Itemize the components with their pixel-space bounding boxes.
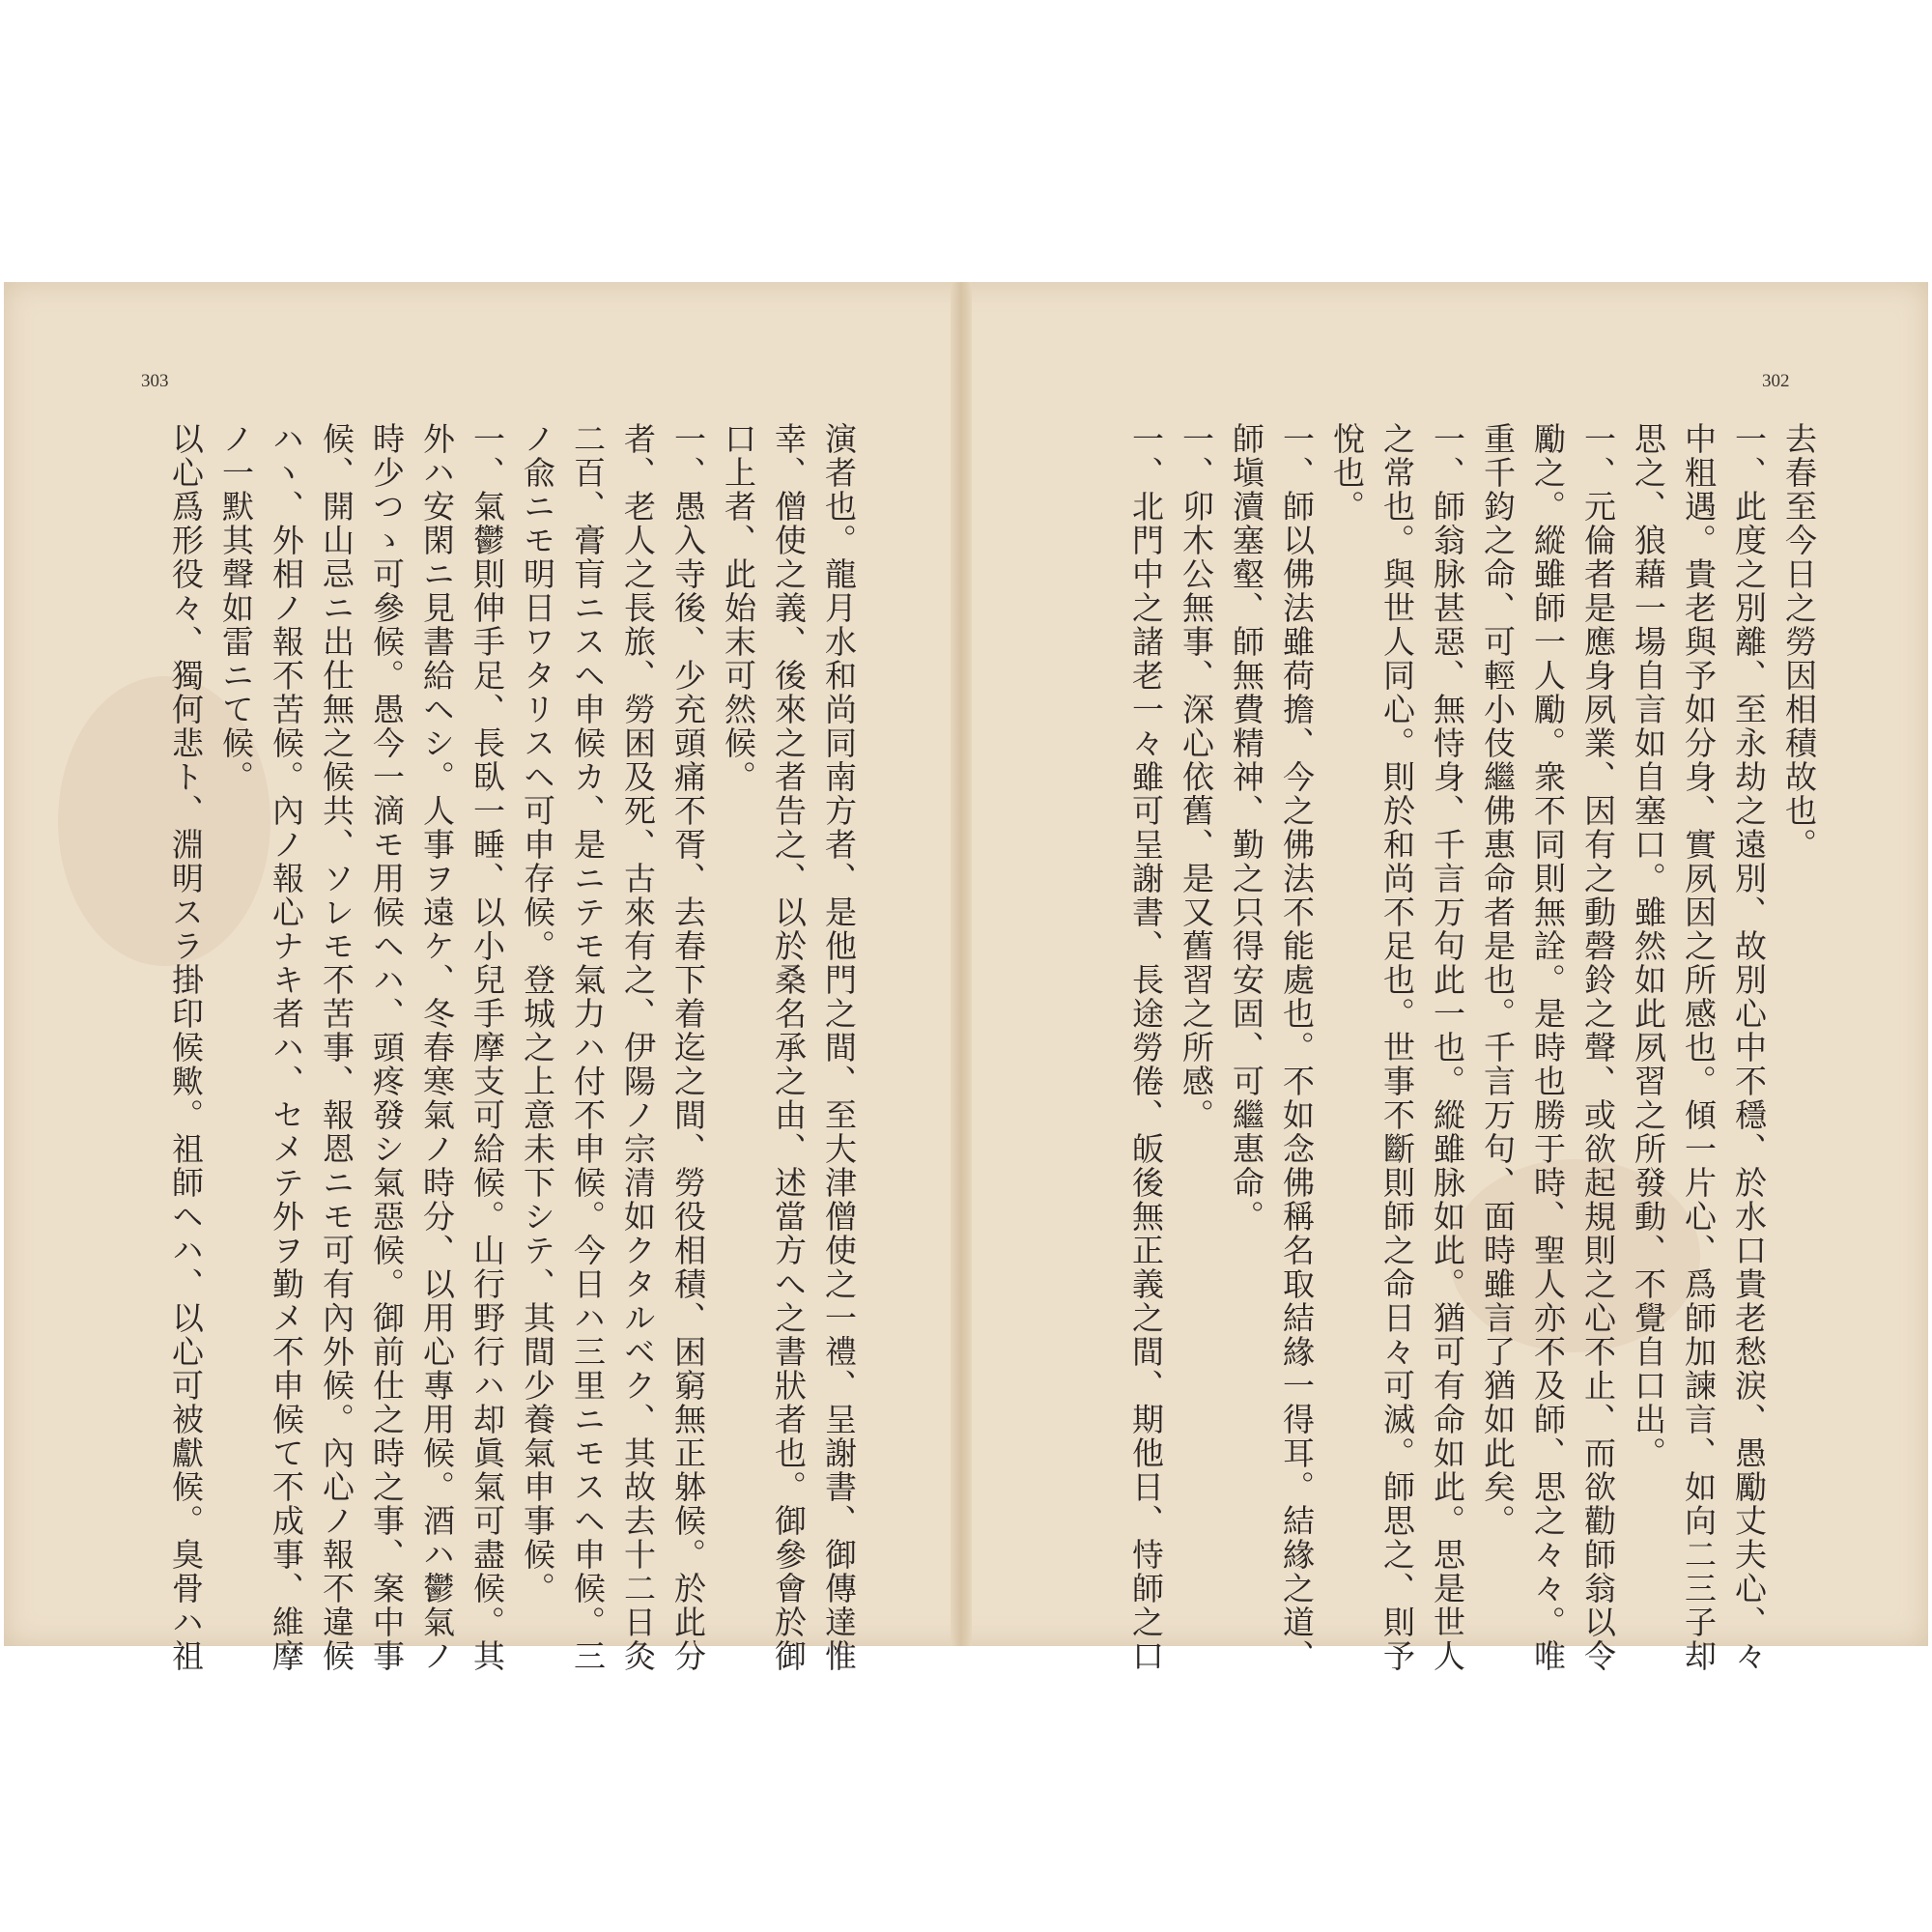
text-line: 去春至今日之勞因相積故也。: [1780, 422, 1818, 862]
text-line: 演者也。龍月水和尚同南方者、是他門之間、至大津僧使之一禮、呈謝書、御傳達惟: [820, 422, 858, 1673]
text-line: 一、氣鬱則伸手足、長臥一睡、以小兒手摩支可給候。山行野行ハ却眞氣可盡候。其: [469, 422, 506, 1673]
text-line: 思之、狼藉一場自言如自塞口。雖然如此夙習之所發動、不覺自口出。: [1630, 422, 1667, 1470]
text-line: 以心爲形役々、獨何悲ト、淵明スラ掛印候歟。祖師ヘハ、以心可被獻候。臭骨ハ祖: [167, 422, 205, 1673]
text-line: 師塡瀆塞壑、師無費精神、勤之只得安固、可繼惠命。: [1228, 422, 1265, 1234]
text-line: 一、此度之別離、至永劫之遠別、故別心中不穩、於水口貴老愁涙、愚勵丈夫心、々: [1730, 422, 1768, 1673]
text-line: ハヽ、外相ノ報不苦候。內ノ報心ナキ者ハ、セメテ外ヲ勤メ不申候て不成事、維摩: [268, 422, 305, 1673]
right-page-text: [1084, 422, 1824, 1673]
text-line: 之常也。與世人同心。則於和尚不足也。世事不斷則師之命日々可滅。師思之、則予: [1378, 422, 1416, 1673]
text-line: 二百、膏肓ニスヘ申候カ、是ニテモ氣力ハ付不申候。今日ハ三里ニモスヘ申候。三: [569, 422, 607, 1673]
text-line: ノ兪ニモ明日ワタリスヘ可申存候。登城之上意未下シテ、其間少養氣申事候。: [519, 422, 556, 1605]
right-page-number: 302: [1762, 371, 1790, 391]
text-line: 重千鈞之命、可輕小伎繼佛惠命者是也。千言万句、面時雖言了猶如此矣。: [1479, 422, 1517, 1538]
book-gutter: [951, 282, 972, 1646]
text-line: 一、師翁脉甚惡、無恃身、千言万句此一也。縱雖脉如此。猶可有命如此。思是世人: [1429, 422, 1466, 1673]
text-line: 一、愚入寺後、少充頭痛不胥、去春下着迄之間、勞役相積、困窮無正躰候。於此分: [669, 422, 707, 1673]
text-line: 候、開山忌ニ出仕無之候共、ソレモ不苦事、報恩ニモ可有內外候。內心ノ報不違候: [318, 422, 355, 1673]
text-line: 者、老人之長旅、勞困及死、古來有之、伊陽ノ宗清如クタルベク、其故去十二日灸: [619, 422, 657, 1673]
text-line: 口上者、此始末可然候。: [720, 422, 757, 794]
text-line: 幸、僧使之義、後來之者告之、以於桑名承之由、述當方へ之書狀者也。御參會於御: [770, 422, 808, 1673]
text-line: 中粗遇。貴老與予如分身、實夙因之所感也。傾一片心、爲師加諫言、如向二三子却: [1680, 422, 1718, 1673]
text-line: 悅也。: [1328, 422, 1366, 524]
text-line: 勵之。縱雖師一人勵。衆不同則無詮。是時也勝于時、聖人亦不及師、思之々々。唯: [1529, 422, 1567, 1673]
text-line: 時少つゝ可參候。愚今一滴モ用候ヘハ、頭疼發シ氣惡候。御前仕之時之事、案中事: [368, 422, 406, 1673]
right-page: [972, 282, 1928, 1673]
text-line: ノ一默其聲如雷ニて候。: [217, 422, 255, 794]
text-line: 一、師以佛法雖荷擔、今之佛法不能處也。不如念佛稱名取結緣一得耳。結緣之道、: [1278, 422, 1316, 1673]
left-page-number: 303: [141, 371, 169, 391]
left-page-text: [137, 422, 864, 1673]
text-line: 外ハ安閑ニ見書給ヘシ。人事ヲ遠ケ、冬春寒氣ノ時分、以用心專用候。酒ハ鬱氣ノ: [418, 422, 456, 1673]
left-page: [4, 282, 951, 1673]
text-line: 一、北門中之諸老一々雖可呈謝書、長途勞倦、皈後無正義之間、期他日、恃師之口: [1127, 422, 1165, 1673]
text-line: 一、卯木公無事、深心依舊、是又舊習之所感。: [1178, 422, 1215, 1132]
text-line: 一、元倫者是應身夙業、因有之動磬鈴之聲、或欲起規則之心不止、而欲勸師翁以令: [1579, 422, 1617, 1673]
